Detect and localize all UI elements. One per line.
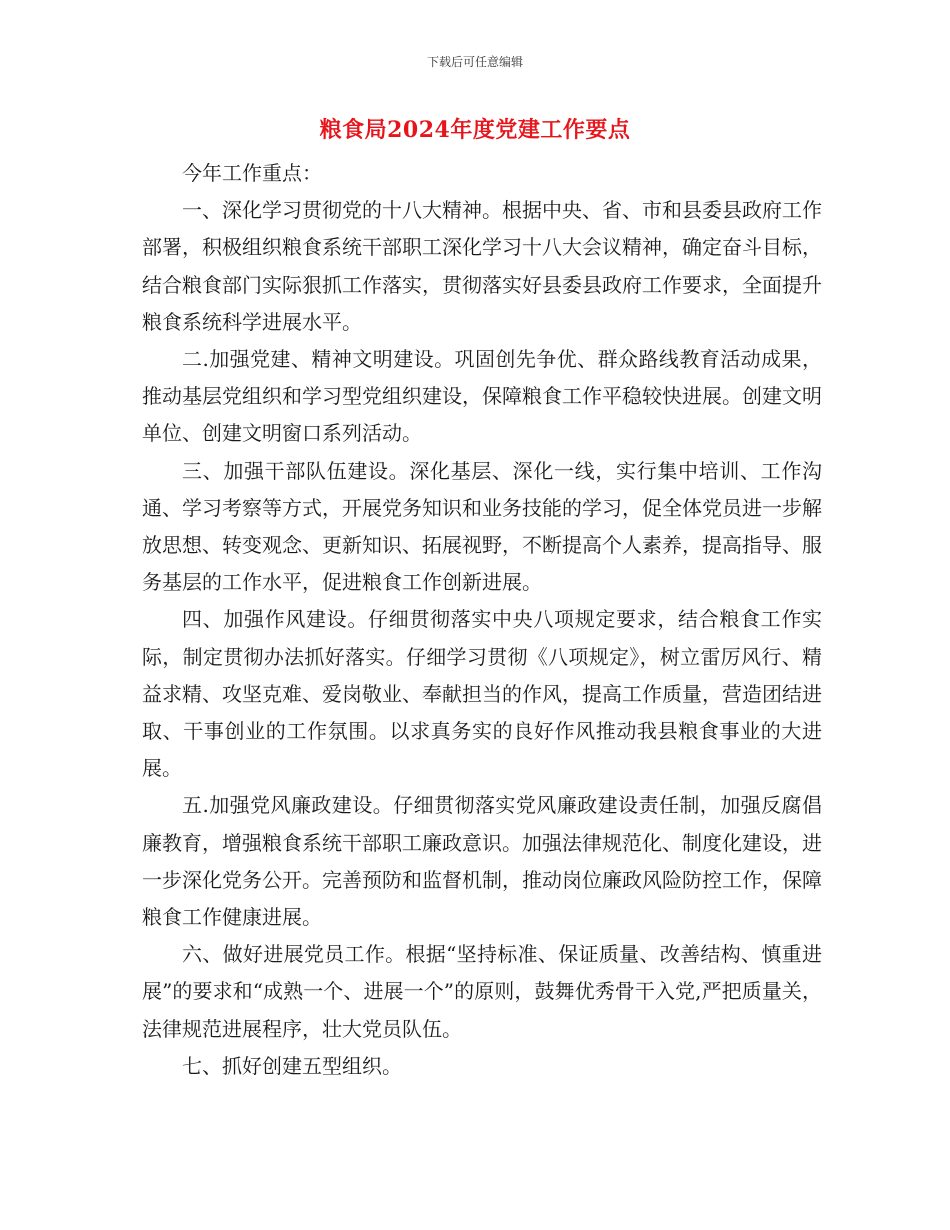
- paragraph-6: 六、做好进展党员工作。根据“坚持标准、保证质量、改善结构、慎重进展”的要求和“成熟一个、进展一个”的原则，鼓舞优秀骨干入党,严把质量关，法律规范进展程序，壮大党员队伍。: [142, 942, 822, 1041]
- paragraph-3: 三、加强干部队伍建设。深化基层、深化一线，实行集中培训、工作沟通、学习考察等方式，开展党务知识和业务技能的学习，促全体党员进一步解放思想、转变观念、更新知识、拓展视野，不断提高个人素养，提高指导、服务基层的工作水平，促进粮食工作创新进展。: [142, 458, 822, 595]
- paragraph-4: 四、加强作风建设。仔细贯彻落实中央八项规定要求，结合粮食工作实际，制定贯彻办法抓好落实。仔细学习贯彻《八项规定》，树立雷厉风行、精益求精、攻坚克难、爱岗敬业、奉献担当的作风，提高工作质量，营造团结进取、干事创业的工作氛围。以求真务实的良好作风推动我县粮食事业的大进展。: [142, 607, 822, 781]
- paragraph-intro: 今年工作重点：: [182, 161, 322, 185]
- paragraph-1: 一、深化学习贯彻党的十八大精神。根据中央、省、市和县委县政府工作部署，积极组织粮食系统干部职工深化学习十八大会议精神，确定奋斗目标，结合粮食部门实际狠抓工作落实，贯彻落实好县委县政府工作要求，全面提升粮食系统科学进展水平。: [142, 198, 822, 334]
- document-title: 粮食局2024年度党建工作要点: [319, 117, 631, 143]
- header-note: 下载后可任意编辑: [426, 55, 523, 69]
- paragraph-2: 二.加强党建、精神文明建设。巩固创先争优、群众路线教育活动成果，推动基层党组织和学习型党组织建设，保障粮食工作平稳较快进展。创建文明单位、创建文明窗口系列活动。: [142, 347, 822, 446]
- paragraph-5: 五.加强党风廉政建设。仔细贯彻落实党风廉政建设责任制，加强反腐倡廉教育，增强粮食系统干部职工廉政意识。加强法律规范化、制度化建设，进一步深化党务公开。完善预防和监督机制，推动岗位廉政风险防控工作，保障粮食工作健康进展。: [142, 793, 822, 930]
- paragraph-7: 七、抓好创建五型组织。: [182, 1053, 402, 1078]
- document-body: [142, 155, 822, 1085]
